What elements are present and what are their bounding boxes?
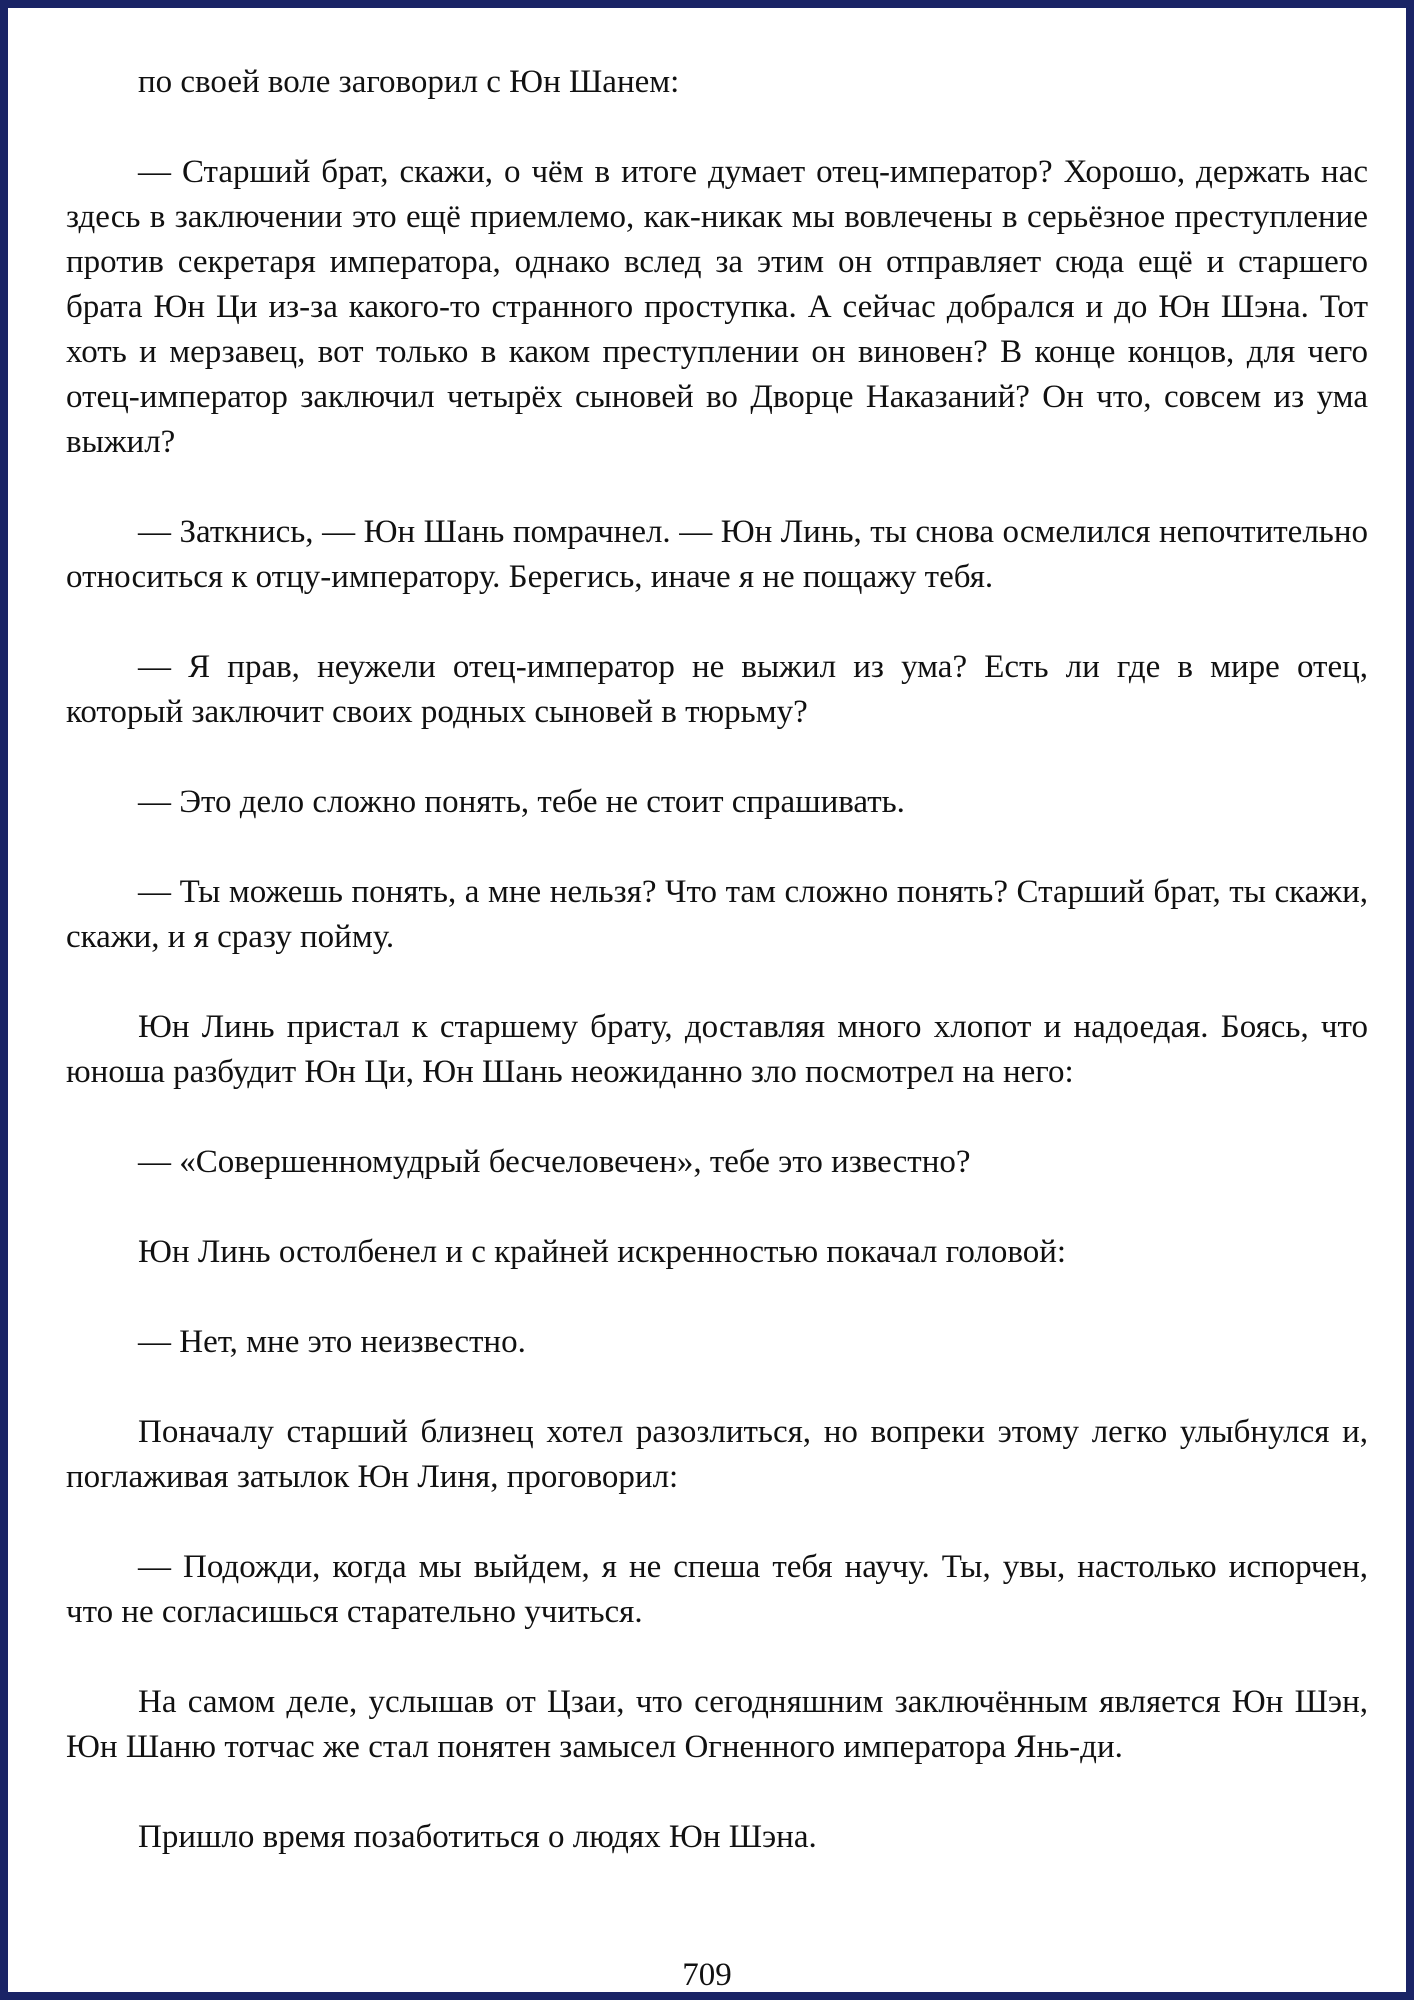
paragraph: Юн Линь остолбенел и с крайней искренностью покачал головой: [138, 1234, 1067, 1270]
paragraph: — Подожди, когда мы выйдем, я не спеша тебя научу. Ты, увы, настолько испорчен, что не согласишься старательно учиться. [66, 1549, 1368, 1630]
paragraph: Пришло время позаботиться о людях Юн Шэна. [138, 1819, 817, 1855]
paragraph: — Я прав, неужели отец-император не выжил из ума? Есть ли где в мире отец, который заключит своих родных сыновей в тюрьму? [66, 649, 1368, 730]
paragraph: — Нет, мне это неизвестно. [138, 1324, 526, 1360]
paragraph: — Ты можешь понять, а мне нельзя? Что там сложно понять? Старший брат, ты скажи, скажи, и я сразу пойму. [66, 874, 1368, 955]
paragraph: — Это дело сложно понять, тебе не стоит спрашивать. [138, 784, 905, 820]
page-body [66, 60, 1368, 1905]
paragraph: Юн Линь пристал к старшему брату, доставляя много хлопот и надоедая. Боясь, что юноша разбудит Юн Ци, Юн Шань неожиданно зло посмотрел на него: [66, 1009, 1368, 1090]
paragraph: — Заткнись, — Юн Шань помрачнел. — Юн Линь, ты снова осмелился непочтительно относиться к отцу-императору. Берегись, иначе я не пощажу тебя. [66, 514, 1368, 595]
paragraph: На самом деле, услышав от Цзаи, что сегодняшним заключённым является Юн Шэн, Юн Шаню тотчас же стал понятен замысел Огненного императора Янь-ди. [66, 1684, 1368, 1765]
paragraph: по своей воле заговорил с Юн Шанем: [138, 64, 680, 100]
paragraph: Поначалу старший близнец хотел разозлиться, но вопреки этому легко улыбнулся и, поглаживая затылок Юн Линя, проговорил: [66, 1414, 1368, 1495]
page-number: 709 [682, 1957, 732, 1993]
paragraph: — Старший брат, скажи, о чём в итоге думает отец-император? Хорошо, держать нас здесь в заключении это ещё приемлемо, как-никак мы вовлечены в серьёзное преступление против секретаря императора, однако вслед за этим он отправляет сюда ещё и старшего брата Юн Ци из-за какого-то странного проступка. А сейчас добрался и до Юн Шэна. Тот хоть и мерзавец, вот только в каком преступлении он виновен? В конце концов, для чего отец-император заключил четырёх сыновей во Дворце Наказаний? Он что, совсем из ума выжил? [66, 154, 1368, 460]
paragraph: — «Совершенномудрый бесчеловечен», тебе это известно? [138, 1144, 971, 1180]
